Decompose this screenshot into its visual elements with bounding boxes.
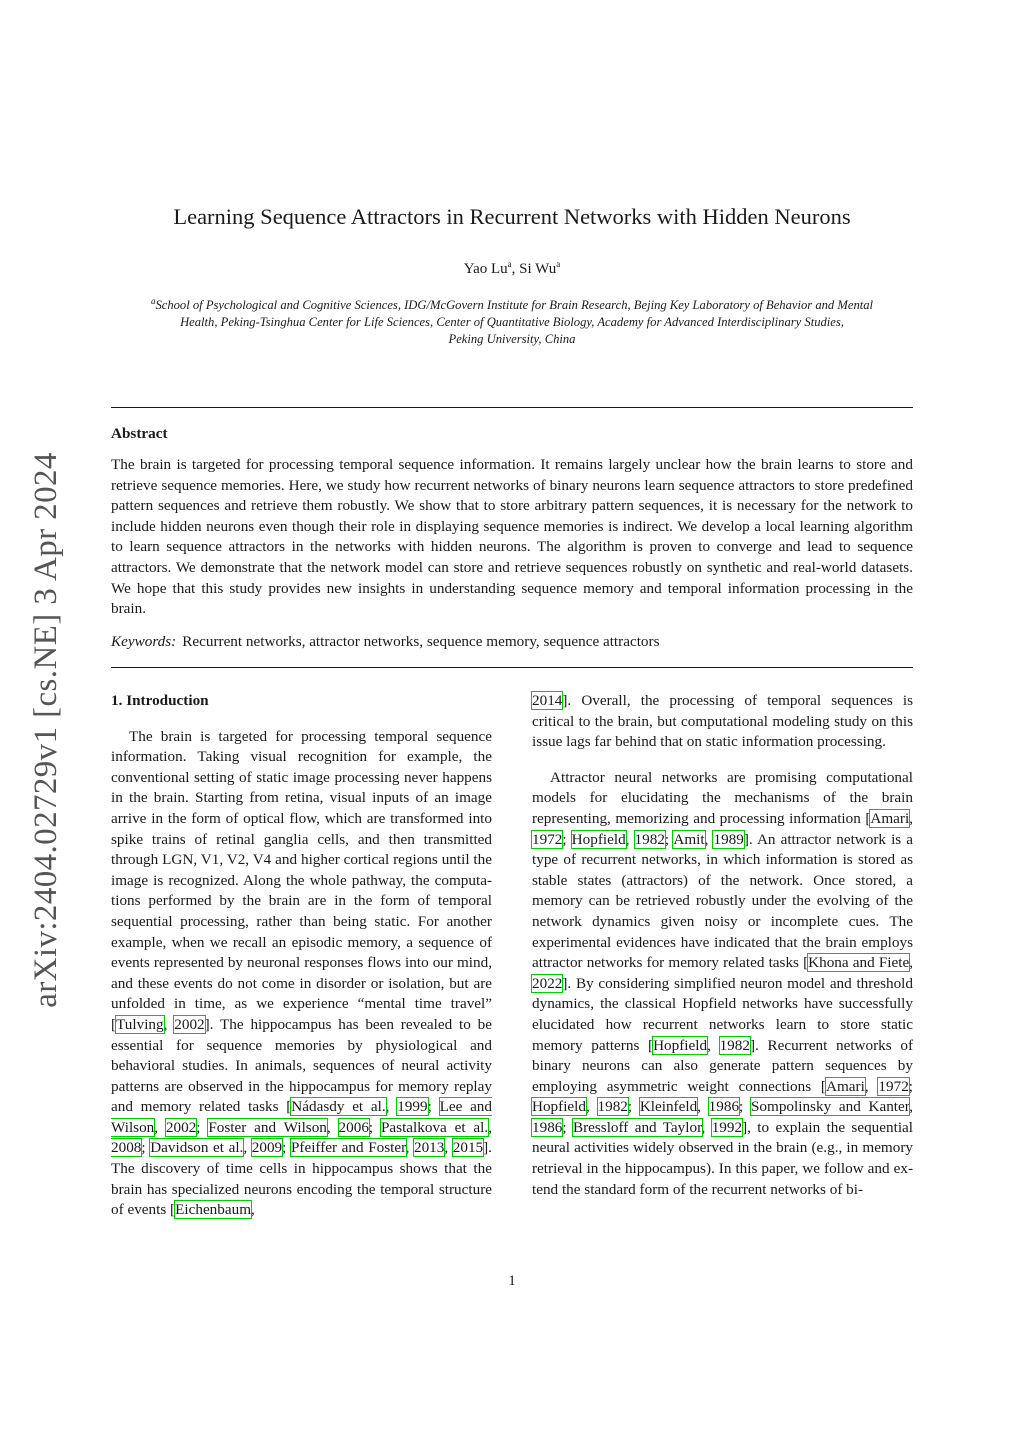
citation-link[interactable]: 2009 — [251, 1139, 283, 1157]
citation-link[interactable]: 2022 — [532, 974, 563, 992]
citation-link[interactable]: 2014 — [532, 692, 563, 709]
citation-link[interactable]: 1982 — [719, 1036, 750, 1054]
citation-link[interactable]: Pastalkova et al. — [380, 1118, 489, 1136]
author-separator: , — [511, 261, 520, 277]
right-column — [532, 691, 913, 1200]
citation-link[interactable]: Foster and Wilson — [208, 1118, 327, 1136]
body-text: ]. Overall, the processing of temporal sequences is critical to the brain, but computational modeling study on this issue lags far behind that on static information processing. — [532, 692, 913, 751]
section-heading: 1. Introduction — [111, 692, 209, 709]
author-list — [0, 259, 1024, 279]
affil-mark: a — [150, 295, 156, 306]
body-text: ]. An attractor network is a type of recurrent networks, in which information is stored as stable states (attractors) of the network. Once stored, a memory can be retrieved robustly under the evolving of the network dynamics given noisy or incomplete cues. The experimental evidences have indicated that the brain employs attractor networks for memory related tasks [ — [532, 830, 914, 972]
author-affil-mark: a — [556, 259, 561, 269]
citation-link[interactable]: Lee and Wilson — [111, 1098, 492, 1136]
citation-link[interactable]: 2002 — [165, 1118, 197, 1136]
citation-link[interactable]: 2002 — [174, 1015, 205, 1033]
citation-link[interactable]: Pfeiffer and Foster — [290, 1139, 406, 1157]
citation-link[interactable]: 1982 — [634, 830, 665, 848]
author-name: Si Wu — [519, 261, 557, 277]
abstract-text: The brain is targeted for processing temporal sequence information. It remains largely unclear how the brain learns to store and retrieve sequence memories. Here, we study how recurrent networks of binary neurons learn sequence attractors to store predefined pattern sequences and retrieve them robustly. We show that to store arbitrary pattern sequences, it is necessary for the network to include hidden neurons even though their role in displaying sequence memories is indirect. We develop a local learning algorithm to learn sequence attractors in the networks with hidden neurons. The algorithm is proven to converge and lead to sequence attractors. We demonstrate that the network model can store and retrieve sequences robustly on synthetic and real-world datasets. We hope that this study provides new insights in understanding sequence memory and temporal information processing in the brain. — [111, 456, 913, 618]
page-number: 1 — [508, 1273, 516, 1289]
citation-link[interactable]: 1986 — [532, 1118, 563, 1136]
keywords-label: Keywords: — [111, 633, 177, 650]
author-affil-mark: a — [507, 259, 512, 269]
keywords — [111, 632, 913, 652]
citation-link[interactable]: Amari — [825, 1077, 865, 1095]
citation-link[interactable]: Kleinfeld — [639, 1098, 698, 1116]
citation-link[interactable]: 1972 — [878, 1077, 909, 1095]
top-rule — [111, 407, 913, 408]
affil-line: Peking University, China — [448, 332, 576, 346]
citation-link[interactable]: 2015 — [452, 1139, 484, 1157]
body-text: ]. Recurrent networks of binary neurons can also generate pattern sequences by employing asymmetric weight connections [ — [532, 1036, 914, 1095]
citation-link[interactable]: Eichenbaum — [175, 1201, 252, 1219]
citation-link[interactable]: Hopfield — [571, 830, 626, 848]
paragraph-continued — [532, 691, 913, 753]
citation-link[interactable]: 1982 — [597, 1098, 628, 1116]
body-text: Attractor neural networks are promising computational models for elucidating the mechanisms of the brain representing, memorizing and processing information [ — [532, 768, 913, 827]
citation-link[interactable]: 1999 — [397, 1098, 428, 1116]
citation-link[interactable]: 2008 — [111, 1139, 142, 1157]
paragraph: Attractor neural networks are promising computational models for elucidating the mechanisms of the brain representing, memorizing and processing information [Amari, 1972; Hopfield, 1982; Amit, 1989]. An attractor network is a type of recurrent networks, in which information is stored as stable states (attractors) of the network. Once stored, a memory can be retrieved robustly under the evolving of the network dynamics given noisy or incomplete cues. The experimental evidences have indicated that the brain employs attractor networks for memory related tasks [Khona and Fiete, 2022]. By considering simplified neuron model and threshold dynamics, the classical Hopfield networks have successfully elucidated how recurrent networks learn to store static memory patterns [Hopfield, 1982]. Recurrent networks of binary neurons can also generate pattern sequences by employing asymmetric weight connections [Amari, 1972; Hopfield, 1982; Kleinfeld, 1986; Sompolinsky and Kanter, 1986; Bressloff and Taylor, 1992], to explain the sequential neural activities widely observed in the brain (e.g., in memory retrieval in the hippocampus). In this paper, we follow and extend the standard form of the recurrent networks of bi- — [532, 768, 914, 1198]
citation-link[interactable]: Davidson et al. — [150, 1139, 244, 1157]
citation-link[interactable]: Khona and Fiete — [808, 954, 910, 972]
bottom-rule — [111, 667, 913, 668]
citation-link[interactable]: Nádasdy et al. — [291, 1098, 386, 1116]
citation-link[interactable]: 1986 — [708, 1098, 740, 1116]
arxiv-identifier: arXiv:2404.02729v1 [cs.NE] 3 Apr 2024 — [28, 452, 64, 1008]
affiliation — [112, 297, 912, 348]
citation-link[interactable]: Tulving — [116, 1015, 164, 1033]
keywords-text: Recurrent networks, attractor networks, sequence memory, sequence attractors — [182, 633, 660, 650]
author-name: Yao Lu — [463, 261, 508, 277]
paper-title: Learning Sequence Attractors in Recurrent Networks with Hidden Neurons — [173, 204, 851, 229]
citation-link[interactable]: Bressloff and Taylor — [572, 1118, 702, 1136]
citation-link[interactable]: 1989 — [713, 830, 744, 848]
body-text: ], to explain the sequential neural activities widely observed in the brain (e.g., in memory retrieval in the hippocampus). In this paper, we follow and extend the standard form of the recurrent networks of bi- — [532, 1118, 913, 1198]
citation-link[interactable]: Hopfield — [532, 1098, 586, 1116]
citation-link[interactable]: Amit — [673, 830, 705, 848]
citation-link[interactable]: 1992 — [711, 1118, 743, 1136]
affil-line: Health, Peking-Tsinghua Center for Life Sciences, Center of Quantitative Biology, Academy for Advanced Interdisciplinary Studies, — [180, 315, 844, 329]
body-text: ]. By considering simplified neuron model and threshold dynamics, the classical Hopfield networks have successfully elucidated how recurrent networks learn to store static memory patterns [ — [532, 974, 913, 1054]
body-text: ]. The discovery of time cells in hippocampus shows that the brain has specialized neurons encoding the temporal structure of events [ — [111, 1139, 492, 1219]
body-text: ]. The hippocampus has been revealed to be essential for sequence memories by physiological and behavioral studies. In animals, sequences of neural activity patterns are observed in the hippocampus for memory replay and memory related tasks [ — [111, 1015, 492, 1116]
citation-link[interactable]: 2013 — [413, 1139, 445, 1157]
citation-link[interactable]: Hopfield — [653, 1036, 708, 1054]
citation-link[interactable]: 1972 — [532, 830, 563, 848]
left-column — [111, 691, 492, 1266]
body-text: The brain is targeted for processing temporal sequence information. Taking visual recognition for example, the conventional setting of static image processing never happens in the brain. Starting from retina, visual inputs of an image arrive in the form of optical flow, which are transformed into spike trains of retinal ganglia cells, and then transmitted through LGN, V1, V2, V4 and higher cortical regions until the image is recognized. Along the whole pathway, the computations performed by the brain are in the form of temporal sequential processing, rather than being static. For another example, when we recall an episodic memory, a sequence of events represented by neuronal responses flows into our mind, and these events do not come in disorder or isolation, but are unfolded in time, as we experience “mental time travel” [ — [111, 727, 492, 1033]
citation-link[interactable]: 2006 — [338, 1118, 369, 1136]
citation-link[interactable]: Sompolinsky and Kanter — [750, 1098, 910, 1116]
paragraph: The brain is targeted for processing temporal sequence information. Taking visual recognition for example, the conventional setting of static image processing never happens in the brain. Starting from retina, visual inputs of an image arrive in the form of optical flow, which are transformed into spike trains of retinal ganglia cells, and then transmitted through LGN, V1, V2, V4 and higher cortical regions until the image is recognized. Along the whole pathway, the computations performed by the brain are in the form of temporal sequential processing, rather than being static. For another example, when we recall an episodic memory, a sequence of events represented by neuronal responses flows into our mind, and these events do not come in disorder or isolation, but are unfolded in time, as we experience “mental time travel” [Tulving, 2002]. The hippocampus has been revealed to be essential for sequence memories by physiological and behavioral studies. In animals, sequences of neural activity patterns are observed in the hippocampus for memory replay and memory related tasks [Nádasdy et al., 1999; Lee and Wilson, 2002; Foster and Wilson, 2006; Pastalkova et al., 2008; Davidson et al., 2009; Pfeiffer and Foster, 2013, 2015]. The discovery of time cells in hippocampus shows that the brain has specialized neurons encoding the temporal structure of events [Eichenbaum, — [111, 727, 492, 1219]
affil-line: School of Psychological and Cognitive Sciences, IDG/McGovern Institute for Brain Research, Bejing Key Laboratory of Behavior and Mental — [155, 298, 874, 312]
abstract-heading: Abstract — [111, 425, 168, 442]
citation-link[interactable]: Amari — [870, 809, 910, 827]
